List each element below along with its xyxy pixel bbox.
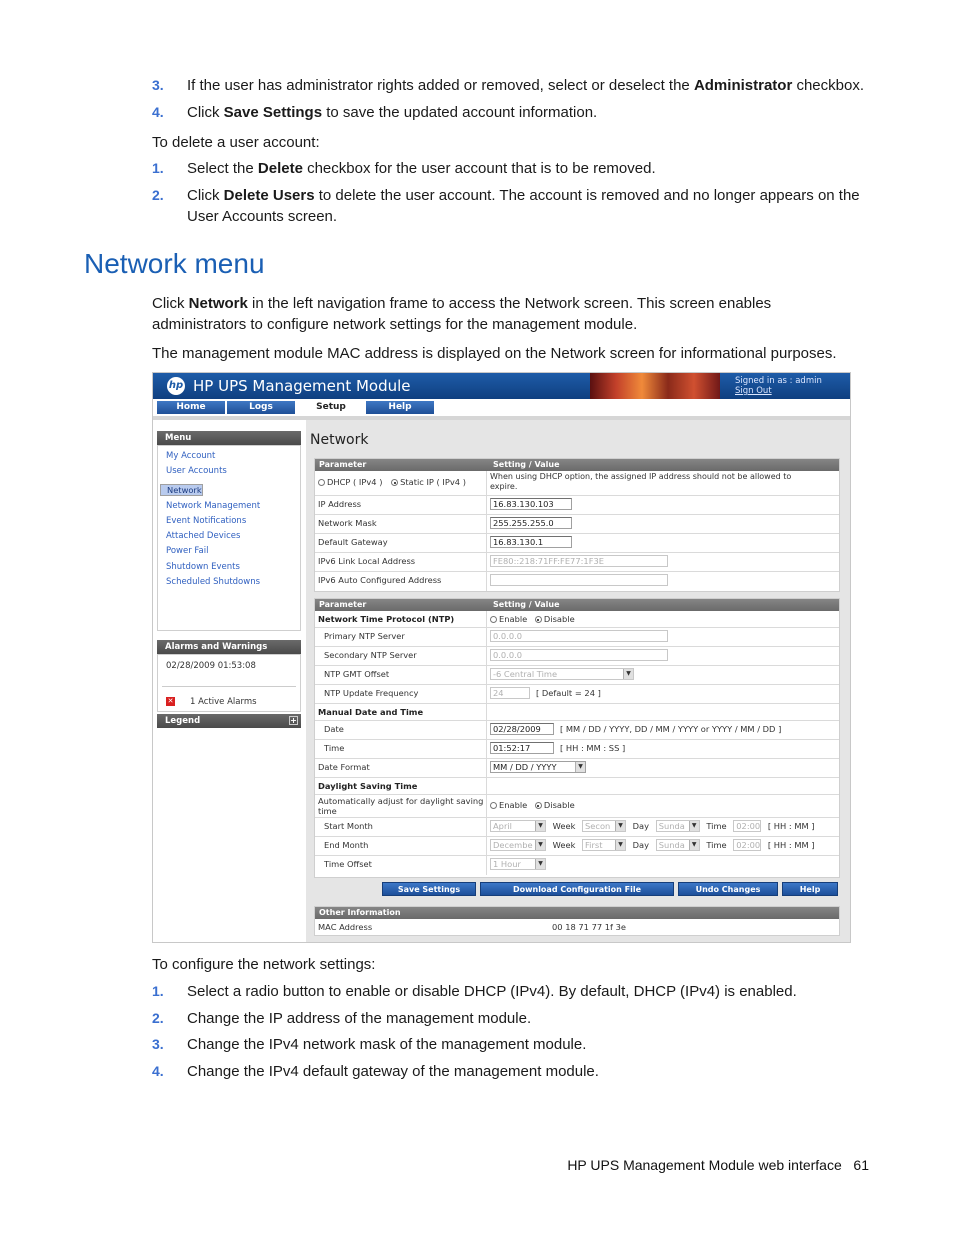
alarm-icon: ✕ xyxy=(167,697,174,705)
panel-header xyxy=(315,459,839,471)
time-label: Time xyxy=(706,821,727,831)
primary-ntp-input: 0.0.0.0 xyxy=(490,630,668,642)
step-text: Click Delete Users to delete the user account. The account is removed and no longer appears on the xyxy=(187,187,860,204)
ntp-frequency-row xyxy=(315,685,839,704)
undo-changes-button[interactable]: Undo Changes xyxy=(678,882,778,896)
start-week-select xyxy=(582,820,626,832)
end-week-select xyxy=(582,839,626,851)
help-button[interactable]: Help xyxy=(782,882,838,896)
ip-address-row xyxy=(315,496,839,515)
mac-address-label: MAC Address xyxy=(318,922,373,932)
date-format-value: MM / DD / YYYY xyxy=(493,762,557,772)
ipv6-auto-row xyxy=(315,572,839,591)
chevron-down-icon: ▼ xyxy=(623,669,633,679)
date-label: Date xyxy=(324,724,344,734)
end-week-value: First xyxy=(585,840,603,850)
start-week-value: Secon xyxy=(585,821,611,831)
time-offset-value: 1 Hour xyxy=(493,859,521,869)
step-text: Select the Delete checkbox for the user account that is to be removed. xyxy=(187,160,656,177)
ipv6-auto-label: IPv6 Auto Configured Address xyxy=(318,575,442,585)
time-label: Time xyxy=(324,743,345,753)
chevron-down-icon: ▼ xyxy=(535,840,545,850)
menu-item-user-accounts[interactable]: User Accounts xyxy=(166,466,227,477)
dhcp-note-line: When using DHCP option, the assigned IP address should not be allowed to xyxy=(490,472,792,481)
step-text: User Accounts screen. xyxy=(187,208,338,225)
date-input[interactable]: 02/28/2009 xyxy=(490,723,554,735)
alarm-count[interactable]: 1 Active Alarms xyxy=(190,697,257,707)
ntp-gmt-value: -6 Central Time xyxy=(493,669,558,679)
ipv6-auto-input xyxy=(490,574,668,586)
step-number: 2. xyxy=(152,1010,164,1026)
ntp-row xyxy=(315,611,839,628)
dst-auto-line: Automatically adjust for daylight saving xyxy=(318,796,484,806)
day-label: Day xyxy=(632,840,650,850)
secondary-ntp-label: Secondary NTP Server xyxy=(324,650,417,660)
ipv6-link-local-input: FE80::218:71FF:FE77:1F3E xyxy=(490,555,668,567)
start-month-select xyxy=(490,820,546,832)
start-day-value: Sunda xyxy=(658,821,685,831)
chevron-down-icon: ▼ xyxy=(689,821,699,831)
panel-header xyxy=(315,599,839,611)
step-number: 4. xyxy=(152,1063,164,1079)
tab-help[interactable]: Help xyxy=(366,401,434,414)
page-title: Network xyxy=(310,432,369,448)
dst-disable-radio[interactable] xyxy=(535,802,542,809)
tab-home[interactable]: Home xyxy=(157,401,225,414)
chevron-down-icon: ▼ xyxy=(535,859,545,869)
ntp-frequency-input: 24 xyxy=(490,687,530,699)
menu-item-network[interactable]: Network xyxy=(160,484,203,496)
step-number: 2. xyxy=(152,187,164,203)
manual-section-row xyxy=(315,704,839,721)
primary-ntp-label: Primary NTP Server xyxy=(324,631,405,641)
step-number: 1. xyxy=(152,983,164,999)
menu-item-attached-devices[interactable]: Attached Devices xyxy=(166,531,241,542)
paragraph: administrators to configure network settings for the management module. xyxy=(152,316,638,333)
week-label: Week xyxy=(552,840,576,850)
time-hint: [ HH : MM : SS ] xyxy=(560,743,626,753)
network-screen-screenshot xyxy=(152,372,851,943)
mac-address-row xyxy=(315,919,839,935)
date-hint: [ MM / DD / YYYY, DD / MM / YYYY or YYYY / MM / DD ] xyxy=(560,724,782,734)
ntp-frequency-hint: [ Default = 24 ] xyxy=(536,688,601,698)
end-month-value: Decembe xyxy=(493,840,533,850)
menu-header: Menu xyxy=(157,431,301,445)
left-nav xyxy=(157,431,301,728)
step-text: Change the IPv4 default gateway of the management module. xyxy=(187,1063,599,1080)
save-settings-button[interactable]: Save Settings xyxy=(382,882,476,896)
ipv6-link-local-label: IPv6 Link Local Address xyxy=(318,556,416,566)
step-number: 1. xyxy=(152,160,164,176)
banner-art xyxy=(590,373,720,399)
date-row xyxy=(315,721,839,740)
date-format-select[interactable] xyxy=(490,761,586,773)
hhmm-hint: [ HH : MM ] xyxy=(767,840,815,850)
section-heading: Network menu xyxy=(84,248,265,279)
page-footer: HP UPS Management Module web interface 61 xyxy=(567,1157,869,1173)
ntp-gmt-label: NTP GMT Offset xyxy=(324,669,390,679)
panel-header xyxy=(315,907,839,919)
menu-item-power-fail[interactable]: Power Fail xyxy=(166,546,209,557)
dst-section-row xyxy=(315,778,839,795)
step-number: 4. xyxy=(152,104,164,120)
day-label: Day xyxy=(632,821,650,831)
dhcp-note-line: expire. xyxy=(490,482,518,491)
manual-section-label: Manual Date and Time xyxy=(318,707,424,717)
step-number: 3. xyxy=(152,77,164,93)
dst-auto-row xyxy=(315,795,839,818)
end-day-value: Sunda xyxy=(658,840,685,850)
menu-item-network-management[interactable]: Network Management xyxy=(166,500,261,511)
ntp-section-label: Network Time Protocol (NTP) xyxy=(318,614,455,624)
download-config-button[interactable]: Download Configuration File xyxy=(480,882,674,896)
date-format-label: Date Format xyxy=(318,762,370,772)
hhmm-hint: [ HH : MM ] xyxy=(767,821,815,831)
col-parameter: Parameter xyxy=(319,600,367,609)
signed-in-label: Signed in as : admin xyxy=(735,376,822,386)
intro-text: To configure the network settings: xyxy=(152,956,376,973)
dhcp-row xyxy=(315,471,839,496)
default-gateway-label: Default Gateway xyxy=(318,537,388,547)
intro-text: To delete a user account: xyxy=(152,134,320,151)
ip-address-input[interactable]: 16.83.130.103 xyxy=(490,498,572,510)
ntp-gmt-row xyxy=(315,666,839,685)
chevron-down-icon: ▼ xyxy=(689,840,699,850)
col-setting: Setting / Value xyxy=(493,600,560,609)
dst-auto-label xyxy=(318,796,483,816)
menu-item-shutdown-events[interactable]: Shutdown Events xyxy=(166,561,240,572)
hp-logo-icon: hp xyxy=(167,377,185,395)
step-text: Change the IP address of the management module. xyxy=(187,1010,532,1027)
chevron-down-icon: ▼ xyxy=(575,762,585,772)
tab-setup[interactable]: Setup xyxy=(297,401,365,414)
chevron-down-icon: ▼ xyxy=(615,821,625,831)
step-text: Click Save Settings to save the updated account information. xyxy=(187,104,598,121)
time-offset-label: Time Offset xyxy=(324,859,372,869)
time-settings-panel xyxy=(314,598,840,878)
date-format-row xyxy=(315,759,839,778)
other-info-panel xyxy=(314,906,840,936)
step-text: Select a radio button to enable or disable DHCP (IPv4). By default, DHCP (IPv4) is enabled. xyxy=(187,983,797,1000)
col-setting: Setting / Value xyxy=(493,460,560,469)
start-day-select xyxy=(656,820,700,832)
ipv6-link-local-row xyxy=(315,553,839,572)
ntp-gmt-select xyxy=(490,668,634,680)
alarm-timestamp: 02/28/2009 01:53:08 xyxy=(166,661,256,671)
paragraph: The management module MAC address is displayed on the Network screen for informational purposes. xyxy=(152,345,837,362)
mac-address-value: 00 18 71 77 1f 3e xyxy=(552,922,626,932)
ip-address-label: IP Address xyxy=(318,499,362,509)
dhcp-radio[interactable] xyxy=(318,479,325,486)
static-ip-label: Static IP ( IPv4 ) xyxy=(400,477,466,487)
app-title: HP UPS Management Module xyxy=(193,377,411,395)
start-month-row xyxy=(315,818,839,837)
start-month-value: April xyxy=(493,821,512,831)
static-ip-radio[interactable] xyxy=(391,479,398,486)
ip-mode-radios xyxy=(318,477,466,487)
menu-list xyxy=(157,445,301,631)
ntp-frequency-label: NTP Update Frequency xyxy=(324,688,419,698)
time-offset-select xyxy=(490,858,546,870)
divider xyxy=(162,686,296,687)
time-offset-row xyxy=(315,856,839,875)
menu-item-event-notifications[interactable]: Event Notifications xyxy=(166,515,247,526)
ntp-disable-label: Disable xyxy=(543,614,575,624)
alarms-header: Alarms and Warnings xyxy=(157,640,301,654)
default-gateway-input[interactable]: 16.83.130.1 xyxy=(490,536,572,548)
end-month-row xyxy=(315,837,839,856)
legend-label: Legend xyxy=(165,716,201,726)
default-gateway-row xyxy=(315,534,839,553)
app-banner xyxy=(153,373,851,399)
ntp-disable-radio[interactable] xyxy=(535,616,542,623)
end-month-select xyxy=(490,839,546,851)
end-month-label: End Month xyxy=(324,840,369,850)
start-time-input: 02:00 xyxy=(733,820,761,832)
dst-enable-radio[interactable] xyxy=(490,802,497,809)
dst-auto-line: time xyxy=(318,806,337,816)
paragraph: Click Network in the left navigation frame to access the Network screen. This screen enables xyxy=(152,295,772,312)
col-parameter: Parameter xyxy=(319,460,367,469)
step-text: Change the IPv4 network mask of the management module. xyxy=(187,1036,587,1053)
chevron-down-icon: ▼ xyxy=(615,840,625,850)
time-input[interactable]: 01:52:17 xyxy=(490,742,554,754)
ntp-enable-label: Enable xyxy=(499,614,528,624)
time-label: Time xyxy=(706,840,727,850)
dst-section-label: Daylight Saving Time xyxy=(318,781,418,791)
step-number: 3. xyxy=(152,1036,164,1052)
secondary-ntp-input: 0.0.0.0 xyxy=(490,649,668,661)
menu-item-my-account[interactable]: My Account xyxy=(166,451,216,461)
tab-logs[interactable]: Logs xyxy=(227,401,295,414)
sign-out-link[interactable]: Sign Out xyxy=(735,386,772,396)
secondary-ntp-row xyxy=(315,647,839,666)
time-row xyxy=(315,740,839,759)
ntp-enable-radio[interactable] xyxy=(490,616,497,623)
dhcp-label: DHCP ( IPv4 ) xyxy=(327,477,383,487)
step-text: If the user has administrator rights added or removed, select or deselect the Administrator checkbox. xyxy=(187,77,864,94)
week-label: Week xyxy=(552,821,576,831)
dst-disable-label: Disable xyxy=(543,800,575,810)
start-month-label: Start Month xyxy=(324,821,373,831)
alarms-panel xyxy=(157,654,301,712)
dhcp-note xyxy=(490,472,791,492)
end-day-select xyxy=(656,839,700,851)
network-mask-label: Network Mask xyxy=(318,518,377,528)
main-content xyxy=(306,420,851,943)
chevron-down-icon: ▼ xyxy=(535,821,545,831)
end-time-input: 02:00 xyxy=(733,839,761,851)
expand-icon[interactable]: + xyxy=(290,716,297,725)
network-mask-input[interactable]: 255.255.255.0 xyxy=(490,517,572,529)
ip-settings-panel xyxy=(314,458,840,592)
network-mask-row xyxy=(315,515,839,534)
menu-item-scheduled-shutdowns[interactable]: Scheduled Shutdowns xyxy=(166,577,261,588)
signed-in-info xyxy=(735,376,822,396)
legend-header[interactable] xyxy=(157,714,301,728)
other-info-header: Other Information xyxy=(319,908,401,917)
nav-tabs xyxy=(153,399,851,416)
primary-ntp-row xyxy=(315,628,839,647)
dst-enable-label: Enable xyxy=(499,800,528,810)
